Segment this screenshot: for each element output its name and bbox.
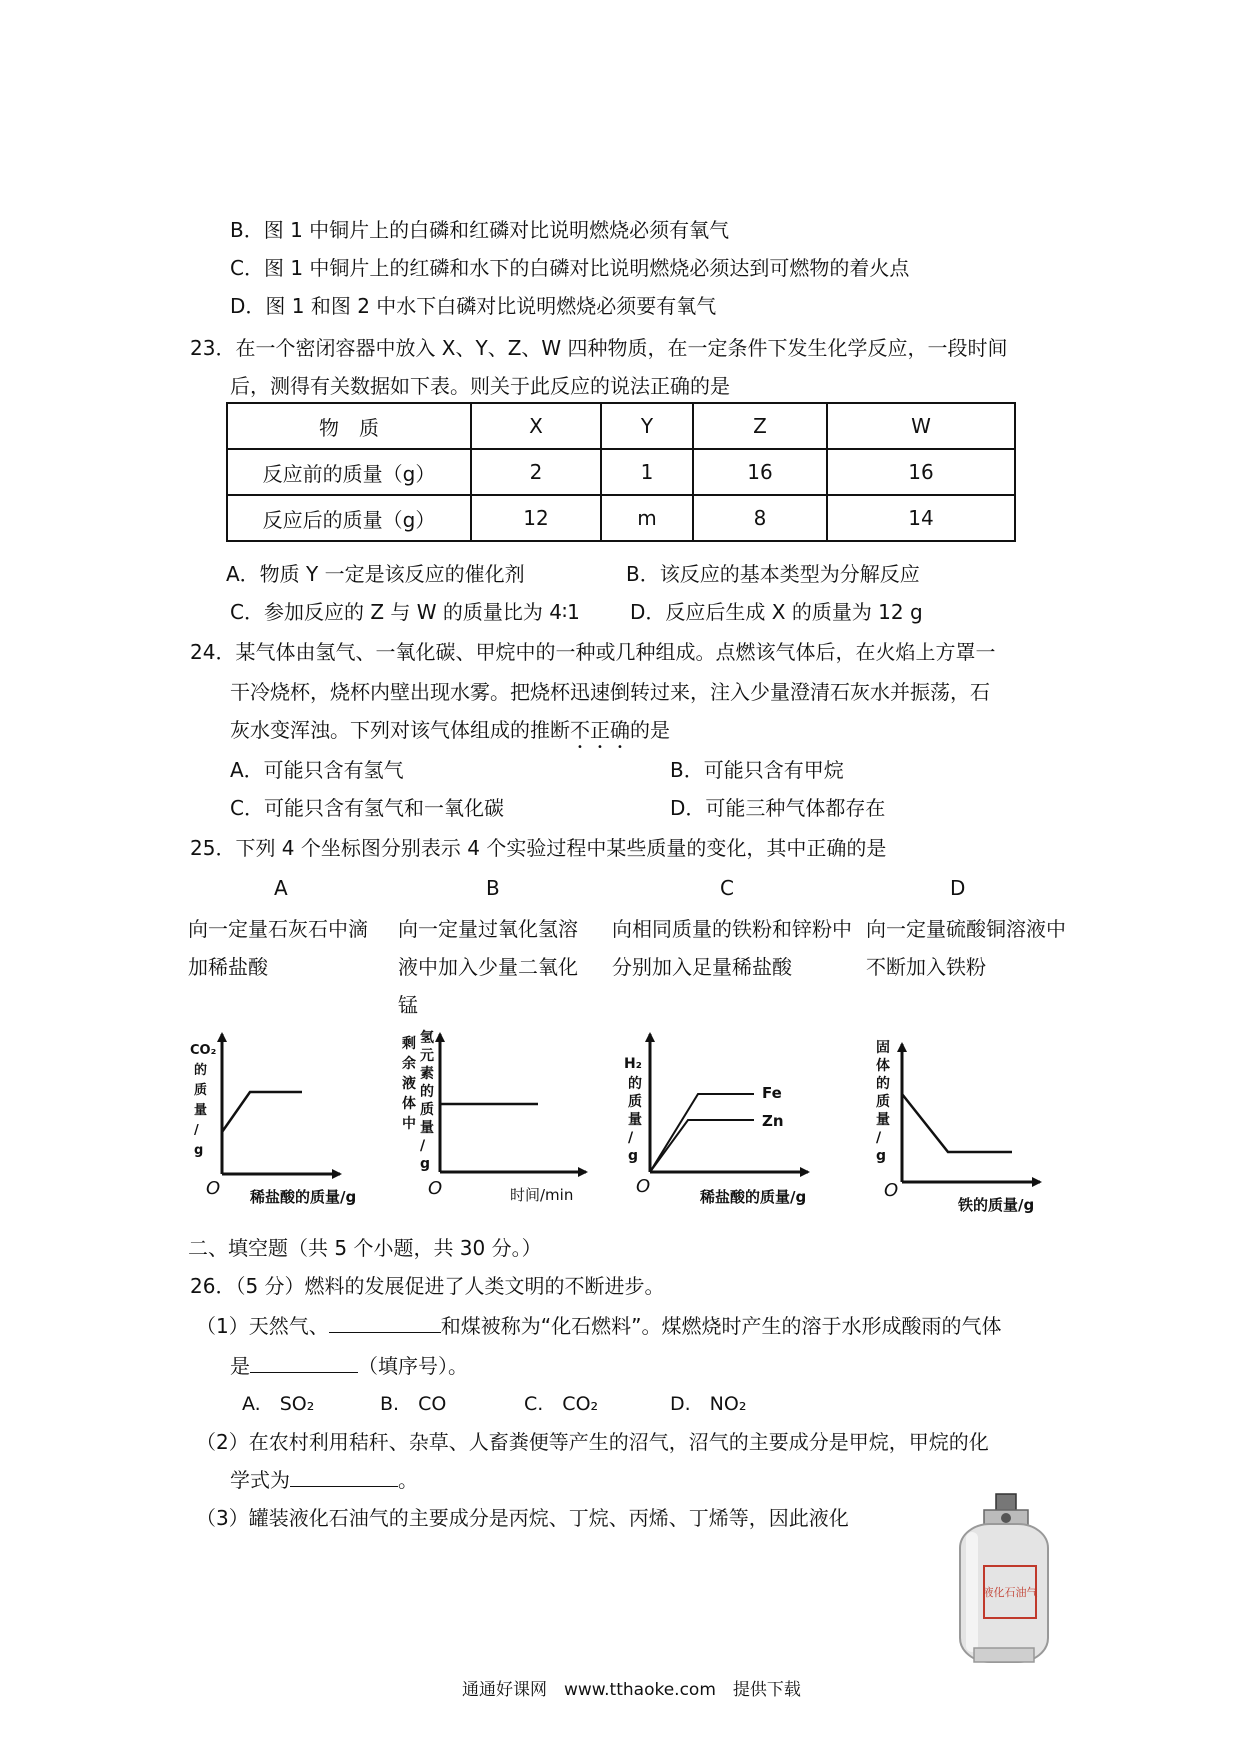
q25-stem: 25．下列 4 个坐标图分别表示 4 个实验过程中某些质量的变化，其中正确的是 [190,836,887,860]
chart-c-series-fe: Fe [762,1084,782,1102]
q22-option-d: D．图 1 和图 2 中水下白磷对比说明燃烧必须要有氧气 [230,294,717,318]
q24-line3-post: 的是 [630,718,670,742]
q23-option-c: C．参加反应的 Z 与 W 的质量比为 4∶1 [230,600,580,624]
q26-p1-d: （填序号）。 [358,1354,468,1378]
chart-c-y-label: H₂ 的质量/ g [624,1056,642,1164]
chart-a-origin: O [206,1178,221,1199]
chart-c [624,1034,808,1206]
q24-line3-pre: 灰水变浑浊。下列对该气体组成的推断 [230,718,570,742]
chart-b-caption: 向一定量过氧化氢溶液中加入少量二氧化锰 [398,917,578,1017]
q26-p1-c: 是 [230,1354,250,1378]
q23-option-b: B．该反应的基本类型为分解反应 [626,562,920,586]
chart-b-origin: O [428,1178,443,1199]
q26-p1-b: 和煤被称为“化石燃料”。煤燃烧时产生的溶于水形成酸雨的气体 [440,1314,1002,1338]
section-2-heading: 二、填空题（共 5 个小题，共 30 分。） [188,1236,542,1260]
q26-p2-c: 。 [398,1468,418,1492]
q22-option-b: B．图 1 中铜片上的白磷和红磷对比说明燃烧必须有氧气 [230,218,730,242]
table-cell: 16 [827,449,1015,495]
q24-option-d: D．可能三种气体都存在 [670,796,886,820]
chart-c-fe-curve [650,1094,754,1172]
q24-option-a: A．可能只含有氢气 [230,758,404,782]
q24-option-c: C．可能只含有氢气和一氧化碳 [230,796,504,820]
q23-option-d: D．反应后生成 X 的质量为 12 g [630,600,923,624]
gas-tank-illustration [960,1494,1048,1662]
q26-option-a: A. SO₂ [242,1393,315,1415]
chart-d [876,1040,1040,1214]
chart-b [402,1029,586,1204]
table-cell: 14 [827,495,1015,541]
chart-c-x-label: 稀盐酸的质量/g [700,1188,807,1206]
q26-stem: 26．（5 分）燃料的发展促进了人类文明的不断进步。 [190,1274,665,1298]
chart-a [190,1034,356,1206]
q24-line1: 24．某气体由氢气、一氧化碳、甲烷中的一种或几种组成。点燃该气体后，在火焰上方罩一 [190,640,996,664]
answer-blank[interactable] [329,1314,441,1333]
table-cell: 1 [601,449,693,495]
chart-a-caption: 向一定量石灰石中滴加稀盐酸 [188,917,368,979]
q26-option-c: C. CO₂ [524,1393,599,1415]
answer-blank[interactable] [250,1354,358,1373]
table-cell: 反应前的质量（g） [227,449,471,495]
q23-stem-line1: 23．在一个密闭容器中放入 X、Y、Z、W 四种物质，在一定条件下发生化学反应，一段时间 [190,336,1008,360]
q24-line2: 干冷烧杯，烧杯内壁出现水雾。把烧杯迅速倒转过来，注入少量澄清石灰水并振荡，石 [230,680,990,704]
q23-option-a: A．物质 Y 一定是该反应的催化剂 [226,562,525,586]
chart-d-curve [902,1094,1012,1152]
tank-label: 液化石油气 [982,1586,1038,1599]
chart-c-letter: C [720,876,734,900]
table-cell: Y [601,403,693,449]
q26-option-d: D. NO₂ [670,1393,747,1415]
table-cell: Z [693,403,827,449]
chart-c-caption: 向相同质量的铁粉和锌粉中分别加入足量稀盐酸 [612,917,852,979]
chart-c-origin: O [636,1176,651,1197]
q26-part2-line2 [230,1466,418,1494]
chart-c-series-zn: Zn [762,1112,784,1130]
q26-part3-line1: （3）罐装液化石油气的主要成分是丙烷、丁烷、丙烯、丁烯等，因此液化 [196,1506,849,1530]
q26-part2-line1: （2）在农村利用秸秆、杂草、人畜粪便等产生的沼气，沼气的主要成分是甲烷，甲烷的化 [196,1430,989,1454]
q23-stem-line2: 后，测得有关数据如下表。则关于此反应的说法正确的是 [230,374,730,398]
chart-b-x-label: 时间/min [510,1186,574,1204]
table-cell: 反应后的质量（g） [227,495,471,541]
table-cell: X [471,403,601,449]
page-footer: 通通好课网 www.tthaoke.com 提供下载 [462,1680,801,1700]
q24-option-b: B．可能只含有甲烷 [670,758,844,782]
table-cell: 16 [693,449,827,495]
table-cell: W [827,403,1015,449]
table-cell: 12 [471,495,601,541]
chart-a-letter: A [274,876,288,900]
chart-b-letter: B [486,876,500,900]
answer-blank[interactable] [290,1468,398,1487]
q26-p2-b: 学式为 [230,1468,290,1492]
q26-part1-line2 [230,1352,468,1380]
table-cell: 物 质 [227,403,471,449]
chart-a-x-label: 稀盐酸的质量/g [250,1188,357,1206]
chart-d-origin: O [884,1180,899,1201]
chart-a-curve [222,1092,302,1132]
chart-d-caption: 向一定量硫酸铜溶液中不断加入铁粉 [866,917,1066,979]
q24-emphasis: 不正确 [570,718,630,742]
table-cell: 2 [471,449,601,495]
chart-d-letter: D [950,876,966,900]
q26-part1-line1 [196,1312,1001,1340]
chart-b-y-label: 剩余液体中 氢元素的质量/ g [402,1030,434,1172]
q26-p1-a: （1）天然气、 [196,1314,329,1338]
chart-d-x-label: 铁的质量/g [958,1196,1035,1214]
q22-option-c: C．图 1 中铜片上的红磷和水下的白磷对比说明燃烧必须达到可燃物的着火点 [230,256,910,280]
chart-a-y-label: CO₂ 的质量/ g [190,1043,217,1158]
chart-d-y-label: 固体的质量/ g [876,1040,890,1164]
table-cell: 8 [693,495,827,541]
table-cell: m [601,495,693,541]
q26-option-b: B. CO [380,1393,447,1415]
